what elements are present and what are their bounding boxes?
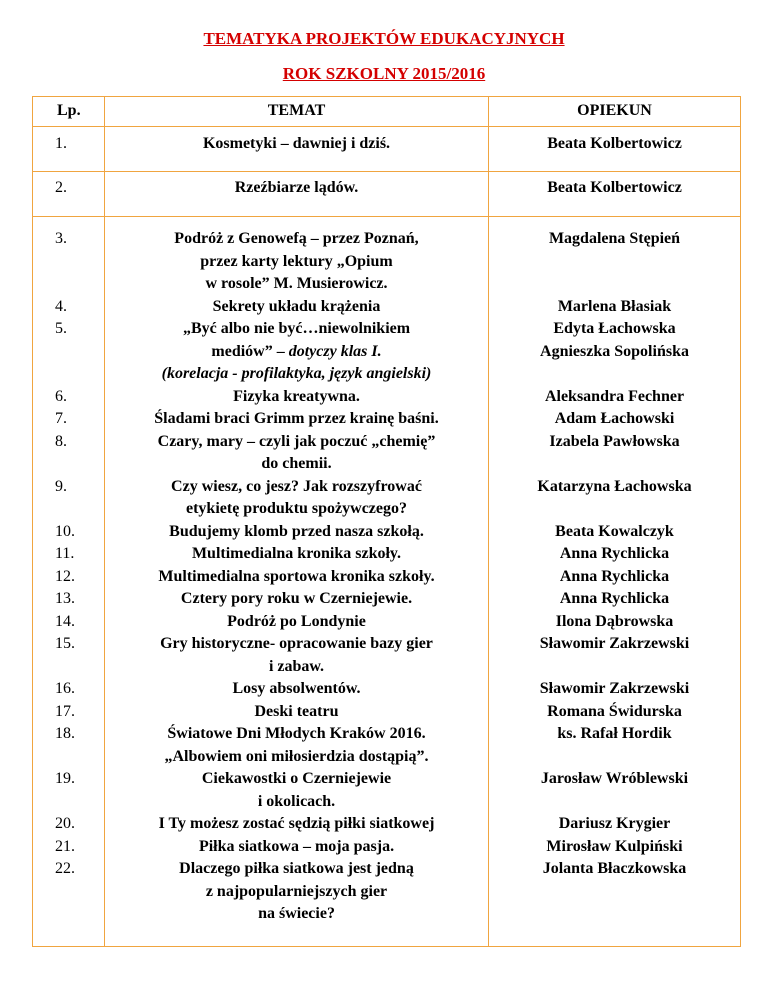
opiekun-name: Mirosław Kulpiński	[546, 837, 683, 855]
opiekun-name: Beata Kowalczyk	[555, 522, 674, 540]
temat-line: Piłka siatkowa – moja pasja.	[198, 837, 395, 855]
opiekun-name: Aleksandra Fechner	[544, 387, 685, 405]
lp-number: 8.	[55, 432, 67, 450]
table-header-row	[33, 97, 741, 127]
temat-line: mediów” – dotyczy klas I.	[211, 342, 382, 360]
opiekun-name: Agnieszka Sopolińska	[540, 342, 689, 360]
opiekun-name: Ilona Dąbrowska	[555, 612, 674, 630]
temat-cell	[105, 172, 489, 217]
temat-line: Losy absolwentów.	[232, 680, 361, 697]
temat-line: Czary, mary – czyli jak poczuć „chemię”	[157, 432, 436, 450]
projects-table	[32, 96, 741, 947]
lp-number: 21.	[55, 837, 75, 855]
lp-number: 18.	[55, 725, 75, 742]
lp-1: 1.	[55, 135, 67, 152]
temat-line: do chemii.	[261, 455, 332, 472]
lp-number: 15.	[55, 635, 75, 652]
opiekun-cell	[489, 217, 741, 947]
lp-number: 19.	[55, 770, 75, 787]
opiekun-name: Anna Rychlicka	[559, 590, 670, 607]
table-row	[33, 127, 741, 172]
temat-line: Deski teatru	[254, 702, 339, 720]
temat-line: i zabaw.	[268, 657, 325, 675]
lp-number	[55, 498, 104, 521]
temat-line: etykietę produktu spożywczego?	[185, 500, 408, 517]
opiekun-name: Jarosław Wróblewski	[540, 770, 689, 787]
lp-number: 10.	[55, 522, 75, 540]
opiekun-name: Adam Łachowski	[554, 410, 675, 427]
opiekun-cell	[489, 172, 741, 217]
opiekun-name: Romana Świdurska	[547, 702, 682, 720]
opiekun-1: Beata Kolbertowicz	[547, 135, 682, 152]
opiekun-name: Anna Rychlicka	[559, 545, 670, 562]
temat-line: na świecie?	[258, 905, 335, 922]
lp-2: 2.	[55, 179, 67, 196]
lp-number: 17.	[55, 702, 75, 720]
document-subtitle: ROK SZKOLNY 2015/2016	[282, 64, 486, 83]
opiekun-cell	[489, 127, 741, 172]
lp-number: 22.	[55, 860, 75, 877]
lp-cell	[33, 217, 105, 947]
lp-cell	[33, 127, 105, 172]
temat-line: Gry historyczne- opracowanie bazy gier	[160, 635, 433, 652]
opiekun-name: Jolanta Błaczkowska	[542, 860, 687, 877]
temat-line: Dlaczego piłka siatkowa jest jedną	[179, 860, 414, 877]
lp-number	[55, 791, 104, 814]
lp-number: 4.	[55, 297, 67, 315]
opiekun-name: Edyta Łachowska	[553, 320, 676, 337]
lp-number: 20.	[55, 815, 75, 832]
opiekun-name	[489, 656, 740, 679]
lp-number	[55, 453, 104, 476]
opiekun-name	[489, 498, 740, 521]
lp-number: 14.	[55, 612, 75, 630]
temat-line: (korelacja - profilaktyka, język angielski)	[161, 365, 432, 382]
opiekun-name: Sławomir Zakrzewski	[539, 680, 690, 697]
lp-number: 13.	[55, 590, 75, 607]
opiekun-name	[489, 273, 740, 296]
lp-number	[55, 363, 104, 386]
temat-line: Budujemy klomb przed nasza szkołą.	[169, 522, 424, 540]
lp-number: 9.	[55, 477, 67, 495]
opiekun-name	[489, 453, 740, 476]
lp-number	[55, 251, 104, 274]
opiekun-name	[489, 251, 740, 274]
opiekun-2: Beata Kolbertowicz	[547, 179, 682, 196]
temat-line: Światowe Dni Młodych Kraków 2016.	[167, 725, 426, 742]
opiekun-name: Dariusz Krygier	[558, 815, 671, 832]
temat-line: i okolicach.	[257, 792, 336, 810]
lp-cell	[33, 172, 105, 217]
temat-line: przez karty lektury „Opium	[200, 252, 393, 270]
header-opiekun: OPIEKUN	[489, 97, 741, 127]
temat-cell	[105, 127, 489, 172]
temat-line: „Być albo nie być…niewolnikiem	[182, 320, 411, 337]
temat-line: Czy wiesz, co jesz? Jak rozszyfrować	[171, 477, 422, 495]
temat-cell	[105, 217, 489, 947]
lp-number	[55, 273, 104, 296]
temat-line: Śladami braci Grimm przez krainę baśni.	[154, 410, 439, 427]
table-row-main	[33, 217, 741, 947]
lp-number: 11.	[55, 545, 75, 562]
temat-line: Podróż po Londynie	[227, 612, 366, 630]
lp-number: 12.	[55, 567, 75, 585]
opiekun-name	[489, 746, 740, 769]
lp-number	[55, 656, 104, 679]
opiekun-name: Anna Rychlicka	[559, 567, 670, 585]
temat-line: w rosole” M. Musierowicz.	[205, 275, 388, 292]
opiekun-name	[489, 791, 740, 814]
table-row	[33, 172, 741, 217]
opiekun-name: Marlena Błasiak	[557, 297, 672, 315]
lp-number: 3.	[55, 230, 67, 247]
lp-number: 16.	[55, 680, 75, 697]
temat-line: „Albowiem oni miłosierdzia dostąpią”.	[164, 747, 429, 765]
temat-1: Kosmetyki – dawniej i dziś.	[202, 135, 391, 152]
opiekun-name: Katarzyna Łachowska	[537, 477, 692, 495]
lp-number: 5.	[55, 320, 67, 337]
lp-number	[55, 746, 104, 769]
temat-line: z najpopularniejszych gier	[205, 882, 388, 900]
temat-2: Rzeźbiarze lądów.	[234, 179, 359, 196]
lp-number	[55, 341, 104, 364]
header-temat: TEMAT	[105, 97, 489, 127]
temat-line: Multimedialna sportowa kronika szkoły.	[158, 567, 435, 585]
lp-number: 7.	[55, 410, 67, 427]
opiekun-name: Magdalena Stępień	[548, 230, 681, 247]
opiekun-name: Izabela Pawłowska	[549, 432, 680, 450]
opiekun-name: Sławomir Zakrzewski	[539, 635, 690, 652]
temat-line: Ciekawostki o Czerniejewie	[201, 770, 392, 787]
opiekun-name	[489, 363, 740, 386]
temat-line: I Ty możesz zostać sędzią piłki siatkowej	[158, 815, 435, 832]
temat-line: Fizyka kreatywna.	[233, 387, 360, 405]
document-title: TEMATYKA PROJEKTÓW EDUKACYJNYCH	[203, 29, 565, 48]
header-lp: Lp.	[33, 97, 105, 127]
temat-line: Cztery pory roku w Czerniejewie.	[180, 590, 413, 607]
opiekun-name: ks. Rafał Hordik	[557, 725, 672, 742]
temat-line: Sekrety układu krążenia	[212, 297, 381, 315]
temat-line: Multimedialna kronika szkoły.	[191, 545, 402, 562]
temat-line: Podróż z Genowefą – przez Poznań,	[174, 230, 419, 247]
lp-number: 6.	[55, 387, 67, 405]
